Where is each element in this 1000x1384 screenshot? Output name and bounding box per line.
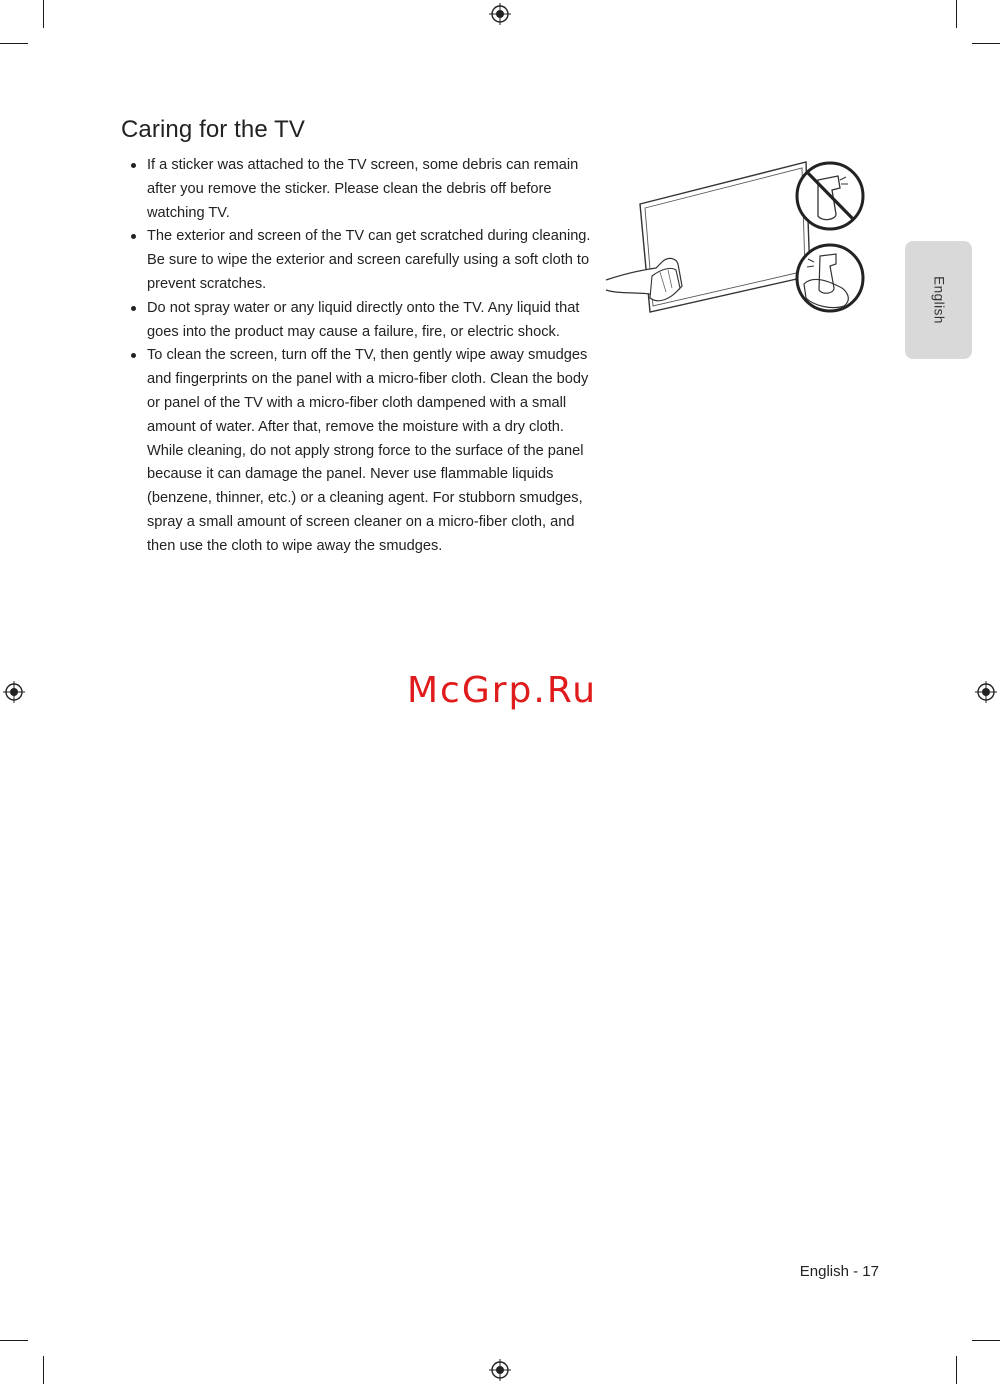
list-item-text: The exterior and screen of the TV can get scratched during cleaning. Be sure to wipe the exterior and screen carefully using a soft cloth to prevent scratches. [147, 228, 591, 292]
section-title: Caring for the TV [121, 116, 306, 143]
registration-mark-icon [3, 681, 25, 703]
list-item-text: To clean the screen, turn off the TV, then gently wipe away smudges and fingerprints on the panel with a micro-fiber cloth. Clean the body or panel of the TV with a micro-fiber cloth dampened with a small amount of water. After that, remove the moisture with a dry cloth. While cleaning, do not apply strong force to the surface of the panel because it can damage the panel. Never use flammable liquids (benzene, thinner, etc.) or a cleaning agent. For stubborn smudges, spray a small amount of screen cleaner on a micro-fiber cloth, and then use the cloth to wipe away the smudges. [147, 347, 589, 554]
crop-mark [43, 1356, 44, 1384]
registration-mark-icon [975, 681, 997, 703]
page-number: English - 17 [799, 1263, 879, 1280]
crop-mark [956, 1356, 957, 1384]
watermark: McGrp.Ru [407, 670, 598, 711]
list-item-text: Do not spray water or any liquid directly onto the TV. Any liquid that goes into the product may cause a failure, fire, or electric shock. [147, 299, 580, 340]
list-item-text: If a sticker was attached to the TV screen, some debris can remain after you remove the sticker. Please clean the debris off before watching TV. [147, 157, 579, 221]
crop-mark [0, 43, 28, 44]
tv-wiping-illustration [604, 158, 870, 320]
language-side-tab-label: English [931, 276, 946, 324]
registration-mark-icon [489, 3, 511, 25]
spray-on-cloth-icon [797, 245, 863, 311]
care-instructions-list [131, 154, 591, 559]
bullet-icon [131, 234, 136, 239]
language-side-tab [905, 241, 972, 359]
crop-mark [956, 0, 957, 28]
bullet-icon [131, 353, 136, 358]
list-item [131, 344, 591, 558]
bullet-icon [131, 163, 136, 168]
list-item [131, 297, 591, 345]
crop-mark [0, 1340, 28, 1341]
crop-mark [972, 43, 1000, 44]
list-item [131, 225, 591, 296]
no-spray-on-tv-icon [797, 163, 863, 229]
list-item [131, 154, 591, 225]
crop-mark [972, 1340, 1000, 1341]
registration-mark-icon [489, 1359, 511, 1381]
crop-mark [43, 0, 44, 28]
bullet-icon [131, 306, 136, 311]
